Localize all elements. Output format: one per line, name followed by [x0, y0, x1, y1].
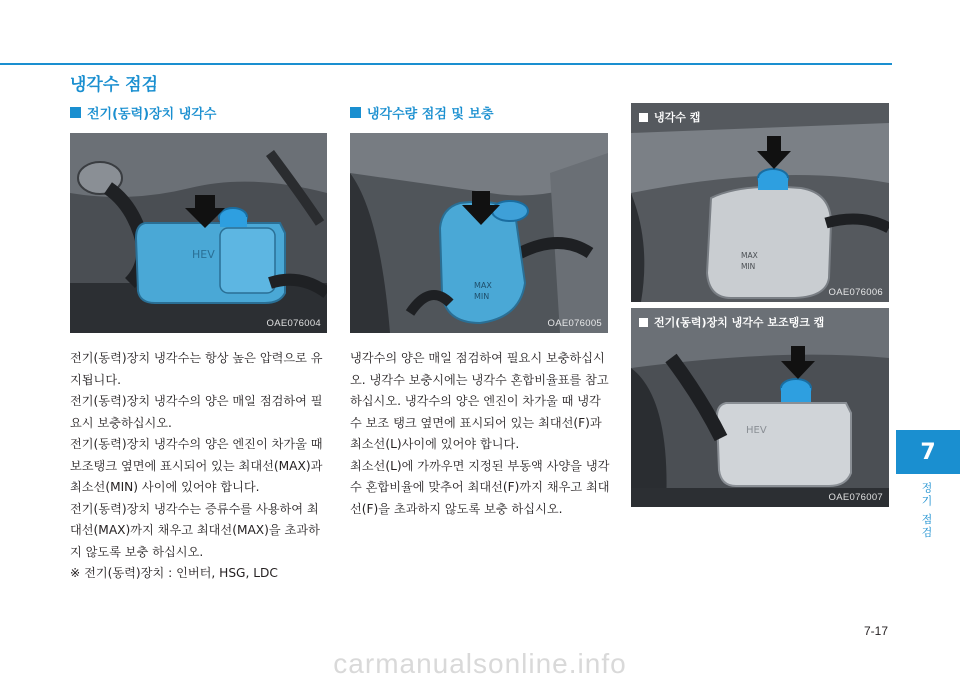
tank-hev-label: HEV — [746, 425, 767, 436]
section-heading-text: 냉각수량 점검 및 보충 — [367, 107, 494, 122]
electric-coolant-description — [70, 348, 328, 585]
square-bullet-icon — [639, 318, 648, 327]
paragraph: 전기(동력)장치 냉각수는 증류수를 사용하여 최대선(MAX)까지 채우고 최대선(MAX)을 초과하지 않도록 보충 하십시오. — [70, 501, 320, 559]
note-paragraph: ※ 전기(동력)장치 : 인버터, HSG, LDC — [70, 566, 278, 580]
tank-min-label: MIN — [741, 262, 756, 271]
image-code: OAE076007 — [828, 492, 883, 503]
photo-caption: 냉각수 캡 — [639, 109, 700, 125]
engine-bay-illustration — [631, 103, 889, 302]
image-code: OAE076005 — [547, 318, 602, 329]
paragraph: 전기(동력)장치 냉각수는 항상 높은 압력으로 유지됩니다. — [70, 351, 323, 387]
tank-max-label: MAX — [741, 251, 758, 260]
coolant-check-description — [350, 348, 612, 520]
section-heading-text: 전기(동력)장치 냉각수 — [87, 107, 217, 122]
paragraph: 전기(동력)장치 냉각수의 양은 매일 점검하여 필요시 보충하십시오. — [70, 394, 323, 430]
page-number: 7-17 — [863, 624, 888, 638]
watermark: carmanualsonline.info — [333, 648, 627, 679]
coolant-cap-photo — [631, 103, 889, 302]
engine-bay-illustration — [631, 308, 889, 507]
square-bullet-icon — [350, 107, 361, 118]
chapter-tab[interactable]: 7 — [896, 430, 960, 474]
section-heading-coolant-check — [350, 103, 494, 122]
engine-bay-illustration — [350, 133, 608, 333]
tank-max-label: MAX — [474, 281, 492, 290]
tank-min-label: MIN — [474, 292, 490, 301]
paragraph: 최소선(L)에 가까우면 지정된 부동액 사양을 냉각수 혼합비율에 맞추어 최대선(F)까지 채우고 최대선(F)을 초과하지 않도록 보충 하십시오. — [350, 458, 610, 516]
image-code: OAE076004 — [266, 318, 321, 329]
square-bullet-icon — [639, 113, 648, 122]
top-rule — [0, 63, 892, 65]
photo-caption: 전기(동력)장치 냉각수 보조탱크 캡 — [639, 314, 824, 330]
paragraph: 전기(동력)장치 냉각수의 양은 엔진이 차가울 때 보조탱크 옆면에 표시되어 있는 최대선(MAX)과 최소선(MIN) 사이에 있어야 합니다. — [70, 437, 323, 494]
square-bullet-icon — [70, 107, 81, 118]
electric-coolant-tank-photo — [70, 133, 327, 333]
section-heading-electric-coolant — [70, 103, 216, 122]
electric-coolant-cap-photo — [631, 308, 889, 507]
tank-hev-label: HEV — [192, 248, 215, 261]
engine-bay-illustration — [70, 133, 327, 333]
image-code: OAE076006 — [828, 287, 883, 298]
paragraph: 냉각수의 양은 매일 점검하여 필요시 보충하십시오. 냉각수 보충시에는 냉각수 혼합비율표를 참고 하십시오. 냉각수의 양은 엔진이 차가울 때 냉각수 보조 탱크 옆면에 표시되어 있는 최대선(F)과 최소선(L)사이에 있어야 합니다. — [350, 351, 609, 451]
coolant-reservoir-photo — [350, 133, 608, 333]
chapter-tab-label: 정기 점검 — [920, 482, 933, 540]
page-title: 냉각수 점검 — [70, 75, 159, 95]
